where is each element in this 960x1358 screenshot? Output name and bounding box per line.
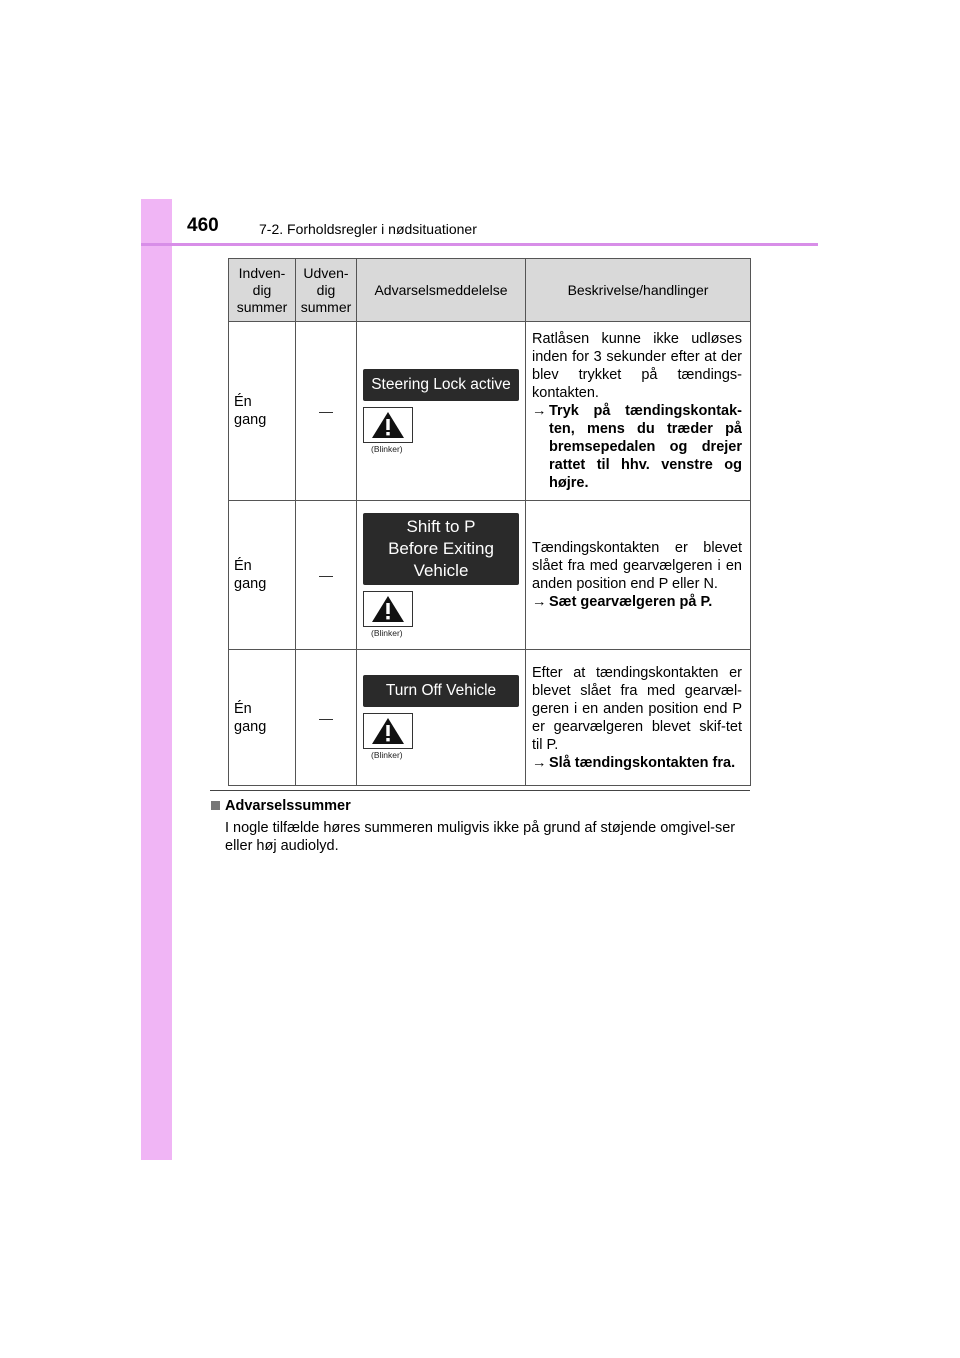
inside-buzzer-cell: Én gang [229,322,296,501]
chapter-tab [141,199,172,1160]
inside-buzzer-cell: Én gang [229,501,296,650]
message-display: Turn Off Vehicle [363,675,519,707]
col-header-warning-message: Advarselsmeddelelse [357,259,526,322]
blinker-label: (Blinker) [371,750,403,760]
outside-buzzer-cell: — [296,322,357,501]
table-row [229,322,751,501]
note-divider [210,790,750,791]
table-row [229,650,751,786]
action-text: Slå tændingskontakten fra. [549,754,736,771]
description-text: Ratlåsen kunne ikke udløses inden for 3 sekunder efter at der blev trykket på tændings-kontakten. [532,331,742,401]
arrow-right-icon: → [532,403,547,419]
table-row [229,501,751,650]
action-text: Sæt gearvælgeren på P. [549,594,713,610]
warning-light [363,713,413,749]
warning-triangle-icon [370,410,406,440]
page-number: 460 [187,215,219,236]
description-text: Tændingskontakten er blevet slået fra med gearvælgeren i en anden position end P eller N. [532,540,742,592]
warning-message-cell [357,501,526,650]
description-cell [526,501,751,650]
warning-triangle-icon [370,594,406,624]
message-display: Steering Lock active [363,369,519,401]
warning-light [363,407,413,443]
table-header-row [229,259,751,322]
warning-light [363,591,413,627]
message-display: Shift to P Before Exiting Vehicle [363,513,519,585]
note-title-text: Advarselssummer [225,798,351,814]
bullet-square-icon [211,801,220,810]
action-text: Tryk på tændingskontak-ten, mens du træder på bremsepedalen og drejer rattet til hhv. venstre og højre. [549,403,742,491]
action-item [532,593,742,611]
warning-table [228,258,751,786]
arrow-right-icon: → [532,594,547,610]
action-item [532,754,742,772]
blinker-label: (Blinker) [371,443,403,454]
warning-triangle-icon [370,716,406,746]
outside-buzzer-cell: — [296,501,357,650]
header-rule [141,243,818,246]
blinker-label: (Blinker) [371,627,403,638]
description-text: Efter at tændingskontakten er blevet slået fra med gearvæl-geren i en anden position end P er gearvælgeren blevet skif-tet til P. [532,664,742,753]
description-cell [526,650,751,786]
arrow-right-icon: → [532,754,547,771]
section-title: 7-2. Forholdsregler i nødsituationer [259,221,477,237]
description-cell [526,322,751,501]
col-header-outside-buzzer: Udven- dig summer [296,259,357,322]
warning-message-cell [357,322,526,501]
outside-buzzer-cell: — [296,650,357,786]
col-header-inside-buzzer: Indven- dig summer [229,259,296,322]
note-heading [211,798,351,814]
action-item [532,402,742,492]
warning-message-cell [357,650,526,786]
inside-buzzer-cell: Én gang [229,650,296,786]
col-header-description: Beskrivelse/handlinger [526,259,751,322]
note-body: I nogle tilfælde høres summeren muligvis ikke på grund af støjende omgivel-ser eller høj audiolyd. [225,820,736,854]
